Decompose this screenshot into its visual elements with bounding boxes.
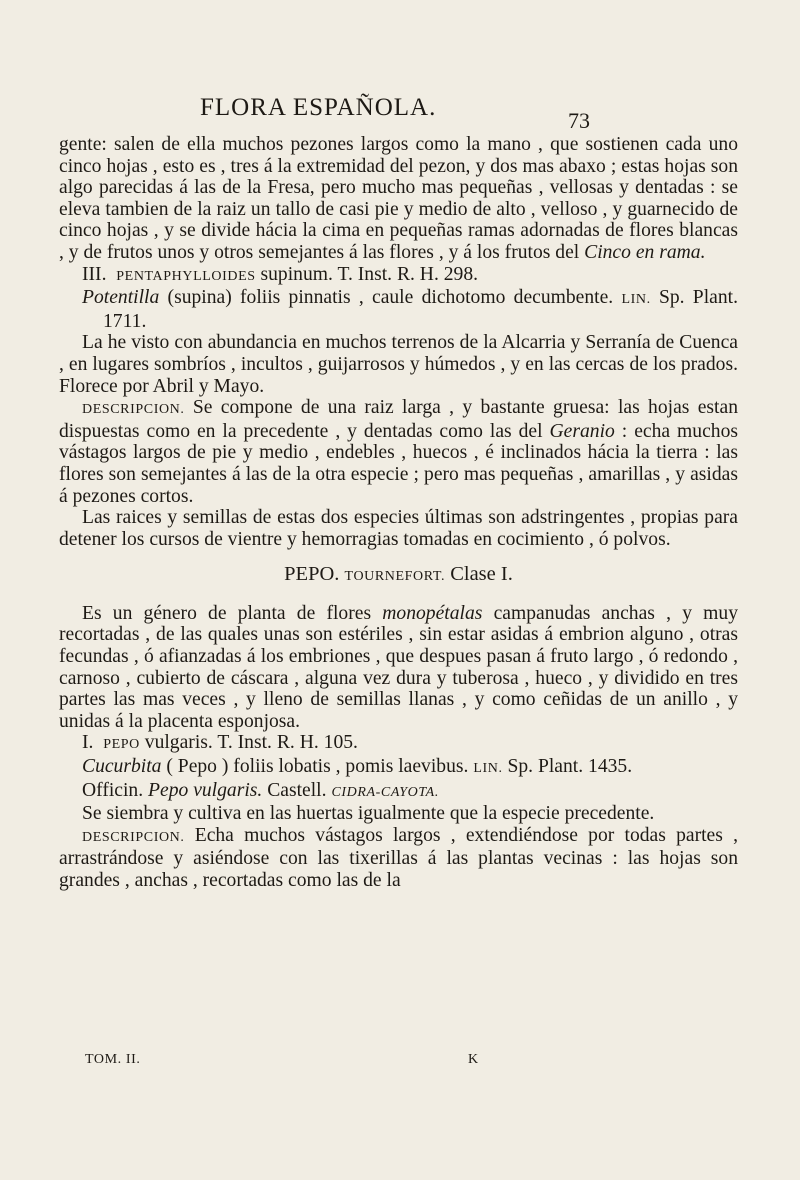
volume-label: TOM. II. [85, 1052, 141, 1067]
species-entry-pentaphylloides: III. PENTAPHYLLOIDES supinum. T. Inst. R. H. 298. [82, 263, 479, 285]
species-genus-name: PENTAPHYLLOIDES [116, 268, 256, 284]
description-paragraph: DESCRIPCION. Se compone de una raiz larga , y bastante gruesa: las hojas estan dispuestas como en la precedente , y dentadas como las del Geranio : echa muchos vástagos largos de pie y medio , endebles , huecos , é inclinados hácia la tierra : las flores son semejantes á las de la otra especie ; pero mas pequeñas , amarillas , y asidas á pezones cortos. [59, 397, 738, 507]
continuation-paragraph: gente: salen de ella muchos pezones largos como la mano , que sostienen cada uno cinco hojas , esto es , tres á la extremidad del pezon, y dos mas abaxo ; estas hojas son algo parecidas á las de la Fresa, pero mucho mas pequeñas , vellosas y dentadas : se eleva tambien de la raiz un tallo de casi pie y medio de alto , velloso , y guarnecido de cinco hojas , y se divide hácia la cima en pequeñas ramas adornadas de flores blancas , y de frutos unos y otros semejantes á las flores , y á los frutos del Cinco en rama. [59, 134, 738, 263]
species-number: III. [82, 263, 107, 285]
description-label: DESCRIPCION. [82, 829, 185, 845]
species-number: I. [82, 732, 94, 754]
synonym-cucurbita: Cucurbita ( Pepo ) foliis lobatis , pomis laevibus. LIN. Sp. Plant. 1435. [82, 756, 633, 778]
signature-mark: K [468, 1052, 479, 1067]
description-label: DESCRIPCION. [82, 402, 185, 418]
page-number: 73 [568, 108, 590, 133]
cinco-en-rama-reference: Cinco en rama. [584, 241, 706, 263]
synonym-potentilla: Potentilla (supina) foliis pinnatis , caule dichotomo decumbente. LIN. Sp. Plant. 1711. [82, 287, 738, 332]
officinal-name: Officin. Pepo vulgaris. Castell. CIDRA-CAYOTA. [82, 779, 439, 801]
description-paragraph-pepo: DESCRIPCION. Echa muchos vástagos largos , extendiéndose por todas partes , arrastrándose y asiéndose con las tixerillas á las plantas vecinas : las hojas son grandes , anchas , recortadas como las de la [59, 824, 738, 891]
uses-paragraph: Las raices y semillas de estas dos especies últimas son adstringentes , propias para detener los cursos de vientre y hemorragias tomadas en cocimiento , ó polvos. [59, 507, 738, 550]
page-footer [85, 1052, 545, 1068]
species-entry-pepo: I. PEPO vulgaris. T. Inst. R. H. 105. [82, 732, 358, 754]
cultivation-paragraph: Se siembra y cultiva en las huertas igualmente que la especie precedente. [82, 803, 655, 825]
page-header [200, 94, 590, 138]
page-body [59, 134, 738, 892]
genus-description: Es un género de planta de flores monopétalas campanudas anchas , y muy recortadas , de las quales unas son estériles , sin estar asidas á embrion alguno , otras fecundas , ó afianzadas á los embriones , que despues pasan á fruto largo , ó redondo , carnoso , cubierto de cáscara , alguna vez dura y tuberosa , hueco , y dividido en tres partes las mas veces , y lleno de semillas llanas , y como ceñidas de un anillo , y unidas á la placenta esponjosa. [59, 602, 739, 732]
habitat-paragraph: La he visto con abundancia en muchos terrenos de la Alcarria y Serranía de Cuenca , en lugares sombríos , incultos , guijarrosos y húmedos , y en las cercas de los prados. Florece por Abril y Mayo. [59, 332, 738, 397]
running-title: FLORA ESPAÑOLA. [200, 94, 437, 121]
species-genus-name: PEPO [103, 737, 140, 753]
genus-heading: PEPO. TOURNEFORT. Clase I. [284, 563, 513, 586]
